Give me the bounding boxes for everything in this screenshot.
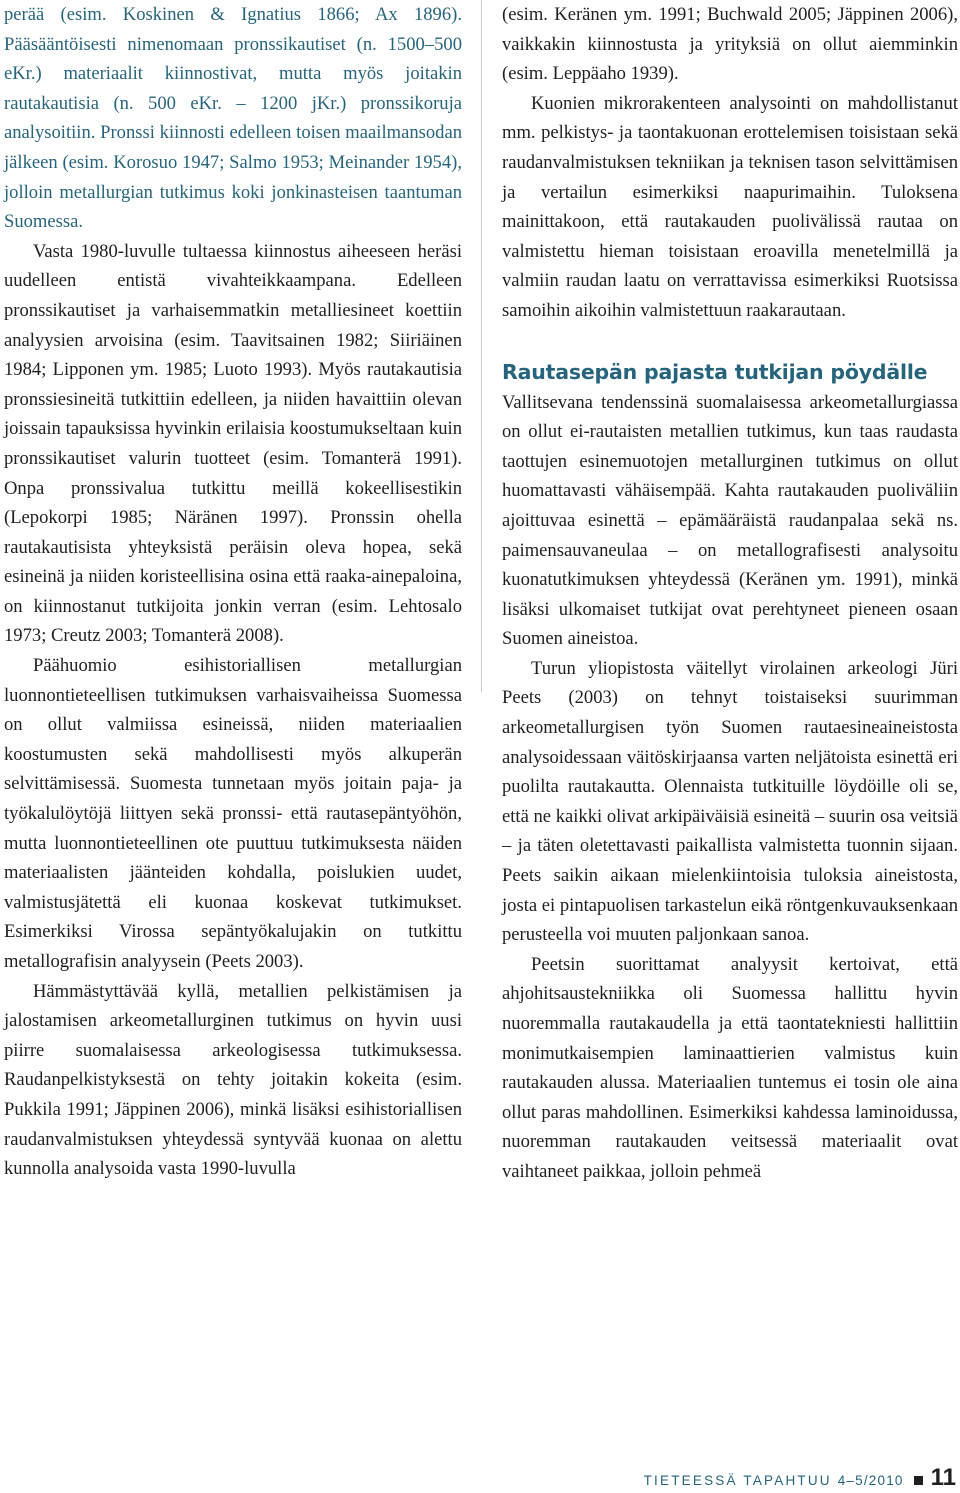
page-footer xyxy=(644,1464,956,1492)
right-paragraph-5: Peetsin suorittamat analyysit kertoivat, että ahjohitsaustekniikka oli Suomessa hallittu hyvin nuoremmalla rautakaudella ja että taontatekniesti hallittiin monimutkaisempien laminaattierien valmistus kuin rautakauden alussa. Materiaalien tuntemus ei tosin ole aina ollut paras mahdollinen. Esimerkiksi kahdessa laminoidussa, nuoremman rautakauden veitsessä materiaalit ovat vaihtaneet paikkaa, jolloin pehmeä xyxy=(502,953,958,1182)
right-paragraph-4: Turun yliopistosta väitellyt virolainen arkeologi Jüri Peets (2003) on tehnyt toistaiseksi suurimman arkeometallurgisen työn Suomen rautaesineaineistosta analysoidessaan väitöskirjaansa varten neljätoista esinettä eri puolilta rautakautta. Olennaista tutkituille löydöille oli se, että ne kaikki olivat arkipäiväisiä esineitä – suurin osa veitsiä – ja täten oletettavasti paikallista valmistetta tuonnin sijaan. Peets saikin aikaan mielenkiintoisia tuloksia aineistosta, josta ei pintapuolisen tarkastelun eikä röntgenkuvauksenkaan perusteella voi muuten paljonkaan sanoa. xyxy=(502,657,958,946)
column-divider xyxy=(481,0,482,692)
right-paragraph-1: (esim. Keränen ym. 1991; Buchwald 2005; Jäppinen 2006), vaikkakin kiinnostusta ja yrityksiä on ollut aiemminkin (esim. Leppäaho 1939). xyxy=(502,4,958,85)
left-paragraph-3: Päähuomio esihistoriallisen metallurgian luonnontieteellisen tutkimuksen varhaisvaiheissa Suomessa on ollut valmiissa esineissä, niiden materiaalien koostumusten sekä mahdollisesti myös alkuperän selvittämisessä. Suomesta tunnetaan myös joitain paja- ja työkalulöytöjä liittyen sekä pronssi- että rautasepäntyöhön, mutta luonnontieteellinen ote puuttuu tutkimuksesta näiden materiaalisten jäänteiden kohdalla, poislukien uudet, valmistusjätettä eli kuonaa koskevat tutkimukset. Esimerkiksi Virossa sepäntyökalujakin on tutkittu metallografisin analyysein (Peets 2003). xyxy=(4,655,462,972)
left-paragraph-4: Hämmästyttävää kyllä, metallien pelkistämisen ja jalostamisen arkeometallurginen tutkimus on hyvin uusi piirre suomalaisessa arkeologisessa tutkimuksessa. Raudanpelkistyksestä on tehty joitakin kokeita (esim. Pukkila 1991; Jäppinen 2006), minkä lisäksi esihistoriallisen raudanvalmistuksen yhteydessä syntyvää kuonaa on alettu kunnolla analysoida vasta 1990-luvulla xyxy=(4,980,462,1180)
right-column xyxy=(502,0,958,1187)
left-paragraph-1: perää (esim. Koskinen & Ignatius 1866; Ax 1896). Pääsääntöisesti nimenomaan pronssikautiset (n. 1500–500 eKr.) materiaalit kiinnostivat, mutta myös joitakin rautakautisia (n. 500 eKr. – 1200 jKr.) pronssikoruja analysoitiin. Pronssi kiinnosti edelleen toisen maailmansodan jälkeen (esim. Korosuo 1947; Salmo 1953; Meinander 1954), jolloin metallurgian tutkimus koki jonkinasteisen taantuman Suomessa. xyxy=(4,4,462,233)
journal-title: TIETEESSÄ TAPAHTUU xyxy=(643,1473,832,1488)
square-bullet-icon xyxy=(914,1476,923,1485)
page-number: 11 xyxy=(930,1464,956,1491)
left-column xyxy=(4,0,462,1184)
journal-name xyxy=(644,1473,904,1488)
right-paragraph-2: Kuonien mikrorakenteen analysointi on mahdollistanut mm. pelkistys- ja taontakuonan erottelemisen toisistaan sekä raudanvalmistuksen tekniikan ja teknisen tason selvittämisen ja vertailun esimerkiksi naapurimaihin. Tuloksena mainittakoon, että rautakauden puolivälissä rautaa on valmistettu hieman toisistaan eroavilla menetelmillä ja valmiin raudan laatu on verrattavissa esimerkiksi Ruotsissa samoihin aikoihin valmistettuun raakarautaan. xyxy=(502,92,958,321)
section-heading: Rautasepän pajasta tutkijan pöydälle xyxy=(502,359,928,384)
right-paragraph-3: Vallitsevana tendenssinä suomalaisessa arkeometallurgiassa on ollut ei-rautaisten metallien tutkimus, kun taas raudasta taottujen esinemuotojen metallurginen tutkimus on ollut huomattavasti vähäisempää. Kahta rautakauden puoliväliin ajoittuvaa esinettä – epämääräistä raudanpalaa sekä ns. paimensauvaneulaa – on metallografisesti analysoitu kuonatutkimuksen yhteydessä (Keränen ym. 1991), minkä lisäksi ulkomaiset tutkijat ovat perehtyneet pieneen osaan Suomen aineistoa. xyxy=(502,391,958,650)
left-paragraph-2: Vasta 1980-luvulle tultaessa kiinnostus aiheeseen heräsi uudelleen entistä vivahteikkaampana. Edelleen pronssikautiset ja varhaisemmatkin metalliesineet koettiin analyysien arvoisina (esim. Taavitsainen 1982; Siiriäinen 1984; Lipponen ym. 1985; Luoto 1993). Myös rautakautisia pronssiesineitä tutkittiin edelleen, ja niiden havaittiin olevan joissain tapauksissa hyvinkin erilaisia koostumukseltaan kuin pronssikautiset valurin tuotteet (esim. Tomanterä 1991). Onpa pronssivalua tutkittu meillä kokeellisestikin (Lepokorpi 1985; Näränen 1997). Pronssin ohella rautakautisista yhteyksistä peräisin oleva hopea, sekä esineinä ja niiden koristeellisina osina että raaka-ainepaloina, on kiinnostanut tutkijoita jonkin verran (esim. Lehtosalo 1973; Creutz 2003; Tomanterä 2008). xyxy=(4,240,462,647)
journal-issue: 4–5/2010 xyxy=(837,1473,904,1488)
